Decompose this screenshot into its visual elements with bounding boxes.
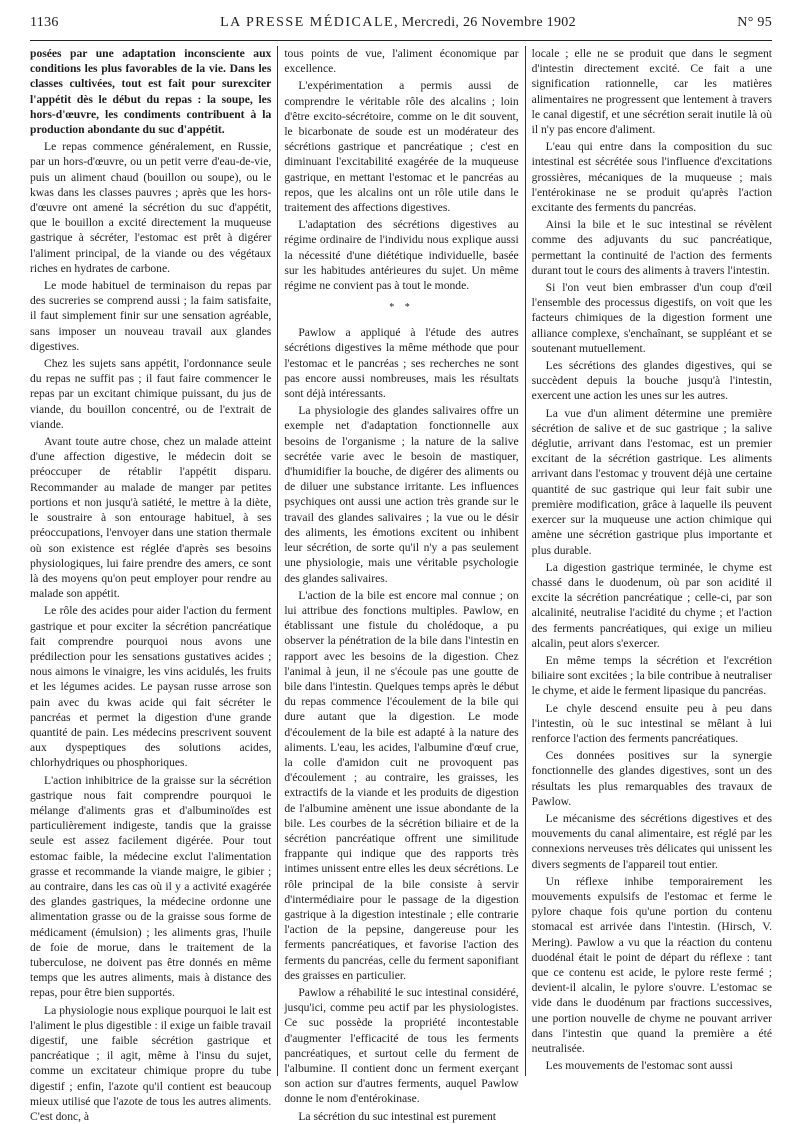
paragraph: tous points de vue, l'aliment économique par excellence.: [284, 47, 519, 76]
paragraph: La vue d'un aliment détermine une première sécrétion de salive et de suc gastrique ; la salive déglutie, arrivant dans l'estomac, est un premier excitant de la sécrétion gastrique. Les aliments arrivant dans l'estomac y trouvent déjà une certaine quantité de suc gastrique qui leur fait subir une première modification, grâce à laquelle ils peuvent exercer sur la muqueuse une action chimique qui amène une sécrétion gastrique plus importante et plus durable.: [531, 406, 772, 557]
page-number: 1136: [30, 15, 59, 30]
journal-title: LA PRESSE MÉDICALE: [220, 15, 395, 30]
paragraph: Chez les sujets sans appétit, l'ordonnance seule du repas ne suffit pas ; il faut faire commencer le repas par un excitant chimique puissant, du jus de viande, du bouillon concentré, ou de l'extrait de viande.: [30, 357, 272, 431]
masthead: [59, 15, 738, 31]
paragraph: Les sécrétions des glandes digestives, qui se succèdent depuis la bouche jusqu'à l'intestin, exercent une action les unes sur les autres.: [531, 359, 772, 403]
paragraph: Le chyle descend ensuite peu à peu dans l'intestin, où le suc intestinal se mêlant à lui renforce l'action des ferments pancréatiques.: [531, 701, 772, 745]
paragraph: Pawlow a réhabilité le suc intestinal considéré, jusqu'ici, comme peu actif par les physiologistes. Ce suc possède la propriété incontestable d'augmenter l'efficacité de tous les ferments pancréatiques, et surtout celle du ferment de l'albumine. Il contient donc un ferment exerçant son action sur d'autres ferments, auquel Pawlow donne le nom d'entérokinase.: [284, 985, 519, 1106]
paragraph: Si l'on veut bien embrasser d'un coup d'œil l'ensemble des processus digestifs, on voit que les facteurs chimiques de la digestion forment une alliance complexe, s'enchaînant, se suppléant et se soutenant mutuellement.: [531, 281, 772, 355]
paragraph: Avant toute autre chose, chez un malade atteint d'une affection digestive, le médecin doit se préoccuper de rétablir l'appétit disparu. Recommander au malade de manger par petites portions et non jusqu'à satiété, le mettre à la diète, le soustraire à son entourage habituel, à ses préoccupations, l'envoyer dans une station thermale où son existence est réglée d'après ses besoins physiologiques, lui faire prendre des amers, ce sont là des moyens qu'on peut employer pour rendre au malade son appétit.: [30, 435, 272, 601]
text-column-3: [525, 46, 772, 1076]
issue-number: N° 95: [737, 15, 772, 30]
paragraph: L'eau qui entre dans la composition du suc intestinal est sécrétée sous l'influence d'excitations grossières, mécaniques de la muqueuse ; mais l'entérokinase ne se produit qu'après l'action excitante des ferments du pancréas.: [531, 140, 772, 215]
header-rule: [30, 40, 772, 41]
paragraph: La physiologie des glandes salivaires offre un exemple net d'adaptation fonctionnelle aux besoins de l'organisme ; la nature de la salive secrétée varie avec le besoin de mastiquer, d'humidifier la bouche, de digérer des aliments ou de diluer une substance irritante. Les influences psychiques ont aussi une action très grande sur le travail des glandes salivaires ; la vue ou le désir des aliments, les émotions excitent ou inhibent leur sécrétion, de sorte qu'il n'y a pas seulement une physiologie, mais une véritable psychologie des glandes salivaires.: [284, 404, 519, 585]
paragraph: Le repas commence généralement, en Russie, par un hors-d'œuvre, ou un petit verre d'eau-de-vie, puis un aliment chaud (bouillon ou soupe), ou le kwas dans les classes pauvres ; après que les hors-d'œuvre ont amené la sécrétion du suc d'appétit, que le bouillon a excité directement la muqueuse gastrique à sécréter, l'estomac est prêt à digérer l'aliment principal, de la viande ou des végétaux riches en hydrates de carbone.: [30, 140, 272, 275]
paragraph: Pawlow a appliqué à l'étude des autres sécrétions digestives la même méthode que pour l'estomac et le pancréas ; ses recherches ne sont pas encore aussi nombreuses, mais les résultats sont déjà intéressants.: [284, 326, 519, 401]
issue-date: , Mercredi, 26 Novembre 1902: [394, 15, 576, 30]
text-column-1: [30, 46, 277, 1124]
article-body: [30, 46, 772, 1124]
paragraph: L'action de la bile est encore mal connue ; on lui attribue des fonctions multiples. Pawlow, en établissant une fistule du cholédoque, a pu observer la pénétration de la bile dans l'intestin en rapport avec les besoins de la digestion. Chez l'animal à jeun, il ne s'écoule pas une goutte de bile dans l'intestin. Quelques temps après le début du repas commence l'écoulement de la bile qui dure autant que la digestion. Le mode d'écoulement de la bile est adapté à la nature des aliments. L'eau, les acides, l'albumine d'œuf crue, la colle d'amidon cuit ne provoquent pas d'écoulement ; au contraire, les graisses, les extractifs de la viande et les produits de digestion de l'albumine amènent une issue abondante de la bile. Les courbes de la sécrétion biliaire et de la sécrétion pancréatique offrent une similitude frappante qui indique que des rapports très intimes unissent entre elles les deux sécrétions. Le rôle principal de la bile consiste à servir d'intermédiaire pour le passage de la digestion gastrique à la digestion intestinale ; elle contrarie l'action de la pepsine, dangereuse pour les ferments pancréatiques, et favorise l'action des ferments du pancréas, celle du ferment saponifiant des graisses en particulier.: [284, 588, 519, 982]
paragraph: En même temps la sécrétion et l'excrétion biliaire sont excitées ; la bile contribue à neutraliser le chyme, et aide le ferment lipasique du pancréas.: [531, 653, 772, 698]
paragraph: locale ; elle ne se produit que dans le segment d'intestin directement excité. Ce fait a une signification rationnelle, car les matières alimentaires ne progressent que lentement à travers le canal digestif, et une sécrétion serait inutile là où il n'y pas encore d'aliment.: [531, 47, 772, 137]
text-column-2: [277, 46, 524, 1123]
paragraph: L'expérimentation a permis aussi de comprendre le véritable rôle des alcalins ; loin d'être excito-sécrétoire, comme on le dit souvent, le bicarbonate de soude est un modérateur des sécrétions gastrique et pancréatique ; c'est en diminuant l'excitabilité exagérée de la muqueuse gastrique, en mettant l'estomac et le pancréas au repos, que les alcalins ont un rôle utile dans le traitement des affections digestives.: [284, 79, 519, 215]
paragraph: La digestion gastrique terminée, le chyme est chassé dans le duodenum, où par son acidité il excite la sécrétion pancréatique ; celle-ci, par son alcalinité, neutralise l'acidité du chyme ; et l'action des ferments pancréatiques, qui exige un milieu alcalin, peut alors s'exercer.: [531, 560, 772, 650]
paragraph: posées par une adaptation inconsciente aux conditions les plus favorables de la vie. Dans les classes cultivées, tout est fait pour surexciter l'appétit dès le début du repas : la soupe, les hors-d'œuvre, les condiments contribuent à la production abondante du suc d'appétit.: [30, 47, 272, 137]
paragraph: Le mécanisme des sécrétions digestives et des mouvements du canal alimentaire, est réglé par les connexions nerveuses très délicates qui unissent les divers segments de l'appareil tout entier.: [531, 811, 772, 871]
paragraph: La sécrétion du suc intestinal est purement: [298, 1109, 497, 1123]
paragraph: L'action inhibitrice de la graisse sur la sécrétion gastrique nous fait comprendre pourquoi le mélange d'aliments gras et d'albuminoïdes est particulièrement indigeste, tandis que la graisse seule est assez facilement digérée. Pour tout estomac faible, la médecine exclut l'alimentation grasse et recommande la viande maigre, le gibier ; au contraire, dans les cas où il y a activité exagérée des glandes gastriques, la médecine ordonne une alimentation grasse ou de la graisse sous forme de médicament (émulsion) ; les aliments gras, l'huile de foie de morue, dans le traitement de la tuberculose, ne doivent pas être donnés en même temps que les autres aliments, mais à distance des repas, pour être bien supportés.: [30, 773, 272, 1000]
paragraph: L'adaptation des sécrétions digestives au régime ordinaire de l'individu nous explique aussi la nécessité d'une diététique individuelle, basée sur les habitudes antérieures du sujet. Un même régime ne convient pas à tout le monde.: [284, 218, 519, 293]
paragraph: Le rôle des acides pour aider l'action du ferment gastrique et pour exciter la sécrétion pancréatique fait comprendre pourquoi nous avons une prédilection pour les sensations gustatives acides ; nous aimons le vinaigre, les vins acidulés, les fruits et les légumes acides. Le paysan russe arrose son pain avec du kwas acide qui fait sécréter le pancréas et permet la digestion d'une grande quantité de pain. Les médecins prescrivent souvent aux dyspeptiques des solutions acides, chlorhydriques ou phosphoriques.: [30, 604, 272, 770]
paragraph: Les mouvements de l'estomac sont aussi: [545, 1059, 733, 1073]
paragraph: Ainsi la bile et le suc intestinal se révèlent comme des adjuvants du suc pancréatique, permettant la continuité de l'action des ferments durant tout le cours des aliments à travers l'intestin.: [531, 218, 772, 277]
paragraph: La physiologie nous explique pourquoi le lait est l'aliment le plus digestible : il exige un faible travail digestif, une faible sécrétion gastrique et pancréatique ; il agit, même à l'insu du sujet, comme un excitateur chimique propre du tube digestif ; enfin, l'azote qu'il contient est beaucoup mieux utilisé que l'azote de tous les autres aliments. C'est donc, à: [30, 1003, 272, 1124]
page-header: [30, 15, 772, 37]
paragraph: Un réflexe inhibe temporairement les mouvements expulsifs de l'estomac et ferme le pylore chaque fois qu'une portion du contenu stomacal est arrivée dans l'intestin. (Hirsch, V. Mering). Pawlow a vu que la réaction du contenu duodénal était le point de départ du réflexe : tant que ce contenu est acide, le pylore reste fermé ; devient-il alcalin, le pylore s'ouvre. L'estomac se vide dans le duodénum par fractions successives, une portion nouvelle de chyme ne pouvant arriver dans l'intestin que quand la première a été neutralisée.: [531, 874, 772, 1055]
paragraph: Le mode habituel de terminaison du repas par des sucreries se comprend aussi ; la faim satisfaite, il faut simplement finir sur une sensation agréable, sans imposer un nouveau travail aux glandes digestives.: [30, 279, 272, 353]
section-separator: * *: [389, 302, 414, 314]
paragraph: Ces données positives sur la synergie fonctionnelle des glandes digestives, sont un des résultats les plus remarquables des travaux de Pawlow.: [531, 749, 772, 808]
